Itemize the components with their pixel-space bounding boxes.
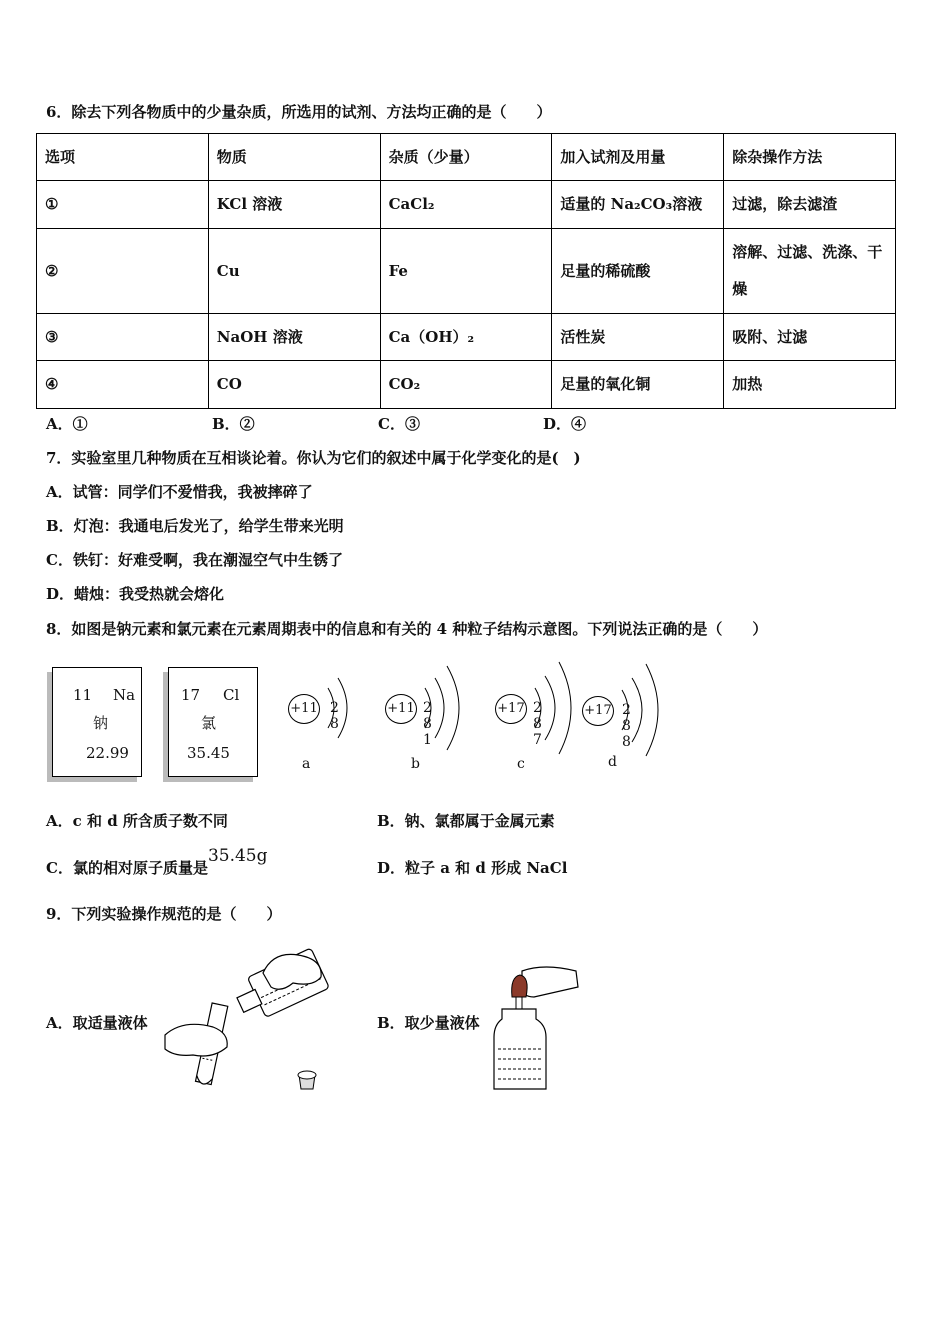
particle-label: d bbox=[608, 754, 617, 770]
element-name: 氯 bbox=[201, 714, 217, 732]
atomic-number: 11 bbox=[73, 686, 93, 704]
table-cell: ① bbox=[37, 181, 209, 229]
nucleus: +11 bbox=[288, 694, 320, 724]
header-cell: 加入试剂及用量 bbox=[552, 134, 724, 181]
nucleus: +17 bbox=[582, 696, 614, 726]
table-cell: 吸附、过滤 bbox=[724, 314, 896, 361]
atomic-mass: 22.99 bbox=[86, 744, 129, 762]
table-cell: Ca（OH）₂ bbox=[380, 314, 552, 361]
q7-option-a[interactable]: A．试管：同学们不爱惜我，我被摔碎了 bbox=[46, 483, 313, 501]
q6-stem: 6．除去下列各物质中的少量杂质，所选用的试剂、方法均正确的是（ ） bbox=[46, 103, 552, 121]
electron-shells-icon bbox=[515, 652, 581, 764]
q9-option-a[interactable]: A．取适量液体 bbox=[46, 1014, 148, 1032]
nucleus: +11 bbox=[385, 694, 417, 724]
table-cell: Cu bbox=[208, 229, 380, 314]
pouring-liquid-illustration bbox=[163, 943, 333, 1093]
q8-option-c[interactable] bbox=[46, 846, 268, 878]
table-cell: CO₂ bbox=[380, 361, 552, 409]
q7-stem: 7．实验室里几种物质在互相谈论着。你认为它们的叙述中属于化学变化的是( ) bbox=[46, 449, 581, 467]
table-cell: 加热 bbox=[724, 361, 896, 409]
header-cell: 除杂操作方法 bbox=[724, 134, 896, 181]
electron-config: 2 8 1 bbox=[423, 700, 432, 748]
electron-config: 2 8 7 bbox=[533, 700, 542, 748]
option-c-value: 35.45g bbox=[207, 846, 268, 866]
element-name: 钠 bbox=[93, 714, 109, 732]
q6-option-b[interactable]: B．② bbox=[212, 415, 255, 433]
q6-option-d[interactable]: D．④ bbox=[543, 415, 587, 433]
nucleus: +17 bbox=[495, 694, 527, 724]
q7-option-b[interactable]: B．灯泡：我通电后发光了，给学生带来光明 bbox=[46, 517, 344, 535]
q6-option-a[interactable]: A．① bbox=[46, 415, 88, 433]
table-cell: ④ bbox=[37, 361, 209, 409]
sodium-element-tile bbox=[52, 667, 142, 777]
table-row bbox=[37, 229, 896, 314]
q8-option-d[interactable]: D．粒子 a 和 d 形成 NaCl bbox=[377, 859, 568, 877]
particle-label: c bbox=[517, 756, 525, 772]
q7-option-d[interactable]: D．蜡烛：我受热就会熔化 bbox=[46, 585, 225, 603]
table-cell: 过滤，除去滤渣 bbox=[724, 181, 896, 229]
header-cell: 物质 bbox=[208, 134, 380, 181]
q6-table bbox=[36, 133, 896, 409]
particle-label: a bbox=[302, 756, 311, 772]
table-row bbox=[37, 181, 896, 229]
table-cell: Fe bbox=[380, 229, 552, 314]
header-cell: 杂质（少量） bbox=[380, 134, 552, 181]
q8-stem: 8．如图是钠元素和氯元素在元素周期表中的信息和有关的 4 种粒子结构示意图。下列说法正确的是（ ） bbox=[46, 620, 768, 638]
dropper-illustration bbox=[492, 963, 584, 1093]
q9-stem: 9．下列实验操作规范的是（ ） bbox=[46, 905, 282, 923]
electron-shells-icon bbox=[602, 654, 668, 766]
table-cell: 溶解、过滤、洗涤、干燥 bbox=[724, 229, 896, 314]
table-cell: 活性炭 bbox=[552, 314, 724, 361]
electron-config: 2 8 8 bbox=[622, 702, 631, 750]
element-symbol: Cl bbox=[223, 686, 240, 704]
q8-option-b[interactable]: B．钠、氯都属于金属元素 bbox=[377, 812, 555, 830]
electron-shells-icon bbox=[405, 656, 469, 760]
table-cell: CaCl₂ bbox=[380, 181, 552, 229]
table-cell: 足量的氧化铜 bbox=[552, 361, 724, 409]
table-cell: 适量的 Na₂CO₃溶液 bbox=[552, 181, 724, 229]
atomic-mass: 35.45 bbox=[187, 744, 230, 762]
table-cell: NaOH 溶液 bbox=[208, 314, 380, 361]
table-row bbox=[37, 314, 896, 361]
particle-label: b bbox=[411, 756, 420, 772]
element-symbol: Na bbox=[113, 686, 136, 704]
table-header-row bbox=[37, 134, 896, 181]
table-cell: ② bbox=[37, 229, 209, 314]
chlorine-element-tile bbox=[168, 667, 258, 777]
electron-config: 2 8 bbox=[330, 700, 339, 732]
q6-option-c[interactable]: C．③ bbox=[378, 415, 420, 433]
q7-option-c[interactable]: C．铁钉：好难受啊，我在潮湿空气中生锈了 bbox=[46, 551, 343, 569]
table-row bbox=[37, 361, 896, 409]
table-cell: ③ bbox=[37, 314, 209, 361]
q8-option-a[interactable]: A．c 和 d 所含质子数不同 bbox=[46, 812, 228, 830]
table-cell: CO bbox=[208, 361, 380, 409]
header-cell: 选项 bbox=[37, 134, 209, 181]
atomic-number: 17 bbox=[181, 686, 201, 704]
q9-option-b[interactable]: B．取少量液体 bbox=[377, 1014, 480, 1032]
table-cell: KCl 溶液 bbox=[208, 181, 380, 229]
table-cell: 足量的稀硫酸 bbox=[552, 229, 724, 314]
option-c-text: C．氯的相对原子质量是 bbox=[46, 859, 208, 877]
